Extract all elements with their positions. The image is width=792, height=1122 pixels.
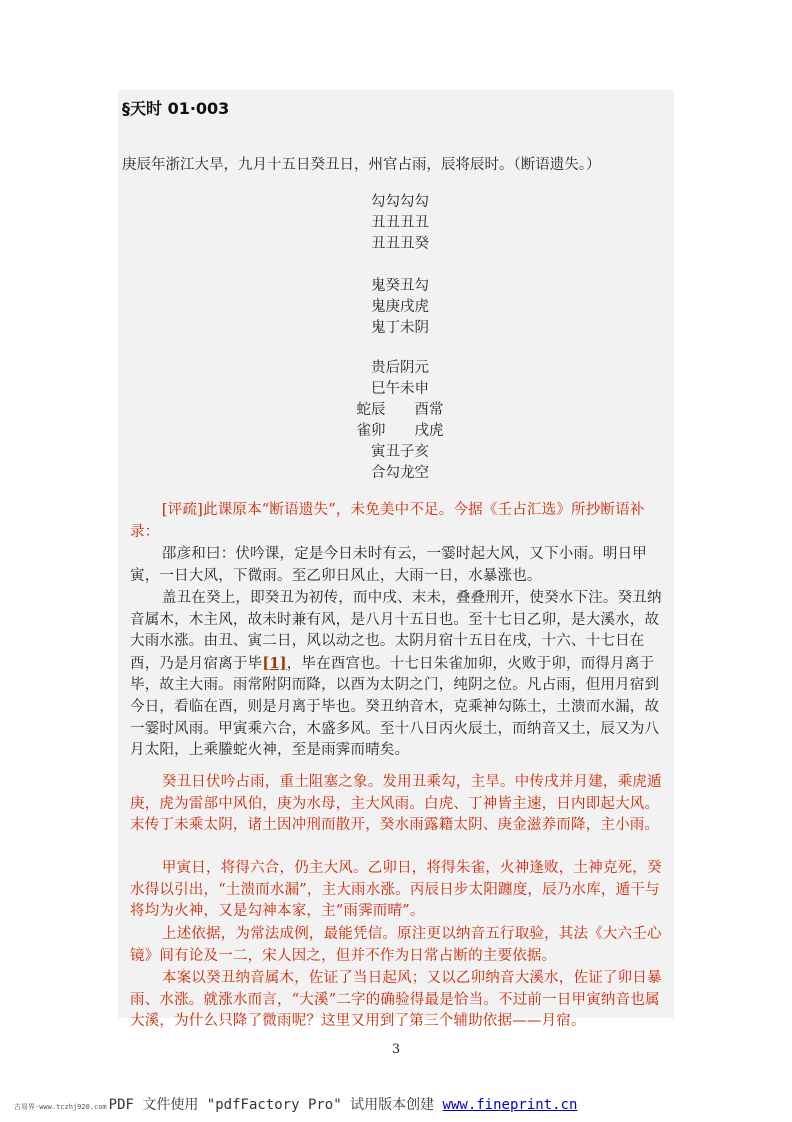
shao-quote-paragraph-2	[130, 588, 668, 762]
shao-quote-part-a: 盖丑在癸上，即癸丑为初传，而中戌、末未，叠叠刑开，使癸水下注。癸丑纳音属木，木主风，故未时兼有风，是八月十五日也。至十七日乙卯，是大溪水，故大雨水涨。由丑、寅二日，风以动之也。太阴月宿十五日在戌，十六、十七日在酉，乃是月宿离于毕	[130, 590, 662, 672]
footnote-link[interactable]: [1]	[262, 654, 287, 672]
chart-row: 丑丑丑癸	[371, 236, 429, 252]
footer-text: PDF 文件使用 "pdfFactory Pro" 试用版本创建	[108, 1097, 443, 1113]
chart-row: 合勾龙空	[371, 465, 429, 481]
chart-row: 蛇辰 酉常	[356, 402, 444, 418]
section-heading: §天时 01·003	[122, 99, 230, 118]
chart-row: 雀卯 戌虎	[356, 423, 444, 439]
three-transmissions-chart	[300, 276, 500, 339]
chart-row: 寅丑子亥	[371, 444, 429, 460]
chart-row: 贵后阴元	[371, 360, 429, 376]
commentary-intro: [评疏]此课原本“断语遗失”，未免美中不足。今据《壬占汇选》所抄断语补录：	[130, 502, 645, 540]
shao-quote-part-b: ，毕在酉宫也。十七日朱雀加卯，火败于卯，而得月离于毕，故主大雨。雨常附阴而降，以酉为太阴之门，纯阴之位。凡占雨，但用月宿到今日，看临在酉，则是月离于毕也。癸丑纳音木，克乘神勾陈土，土溃而水漏，故一霎时风雨。甲寅乘六合，木盛多风。至十八日丙火辰土，而纳音又土，辰又为八月太阳，上乘螣蛇火神，至是雨霁而晴矣。	[130, 655, 660, 759]
chart-row: 巳午未申	[371, 381, 429, 397]
commentary-paragraph-4: 本案以癸丑纳音属木，佐证了当日起风；又以乙卯纳音大溪水，佐证了卯日暴雨、水涨。就涨水而言，“大溪”二字的确验得最是恰当。不过前一日甲寅纳音也属大溪，为什么只降了微雨呢？这里又用到了第三个辅助依据——月宿。	[130, 970, 662, 1030]
heaven-plate-chart	[300, 358, 500, 484]
four-lessons-chart	[300, 192, 500, 255]
chart-row: 丑丑丑丑	[371, 215, 429, 231]
chart-row: 鬼庚戌虎	[371, 299, 429, 315]
shao-quote-paragraph-1: 邵彦和曰：伏吟课，定是今日未时有云，一霎时起大风，又下小雨。明日甲寅，一日大风，下微雨。至乙卯日风止，大雨一日，水暴涨也。	[130, 546, 647, 584]
pdf-footer	[14, 1094, 577, 1114]
chart-row: 勾勾勾勾	[371, 194, 429, 210]
commentary-paragraph-1: 癸丑日伏吟占雨，重土阻塞之象。发用丑乘勾，主旱。中传戌并月建，乘虎遁庚，虎为雷部中风伯，庚为水母，主大风雨。白虎、丁神皆主速，日内即起大风。末传丁未乘太阴，诸土因冲刑而散开，癸水雨露籍太阴、庚金滋养而降，主小雨。	[130, 774, 662, 834]
fineprint-link[interactable]: www.fineprint.cn	[442, 1097, 578, 1113]
site-logo-text: 古易界·www.tczhj920.com	[14, 1103, 107, 1111]
commentary-paragraph-3: 上述依据，为常法成例，最能凭信。原注更以纳音五行取验，其法《大六壬心镜》间有论及一二，宋人因之，但并不作为日常占断的主要依据。	[130, 926, 662, 964]
chart-row: 鬼丁未阴	[371, 320, 429, 336]
chart-row: 鬼癸丑勾	[371, 278, 429, 294]
commentary-paragraph-2: 甲寅日，将得六合，仍主大风。乙卯日，将得朱雀，火神逢败，土神克死，癸水得以引出，“土溃而水漏”，主大雨水涨。丙辰日步太阳躔度，辰乃水库，遁干与将均为火神，又是勾神本家，主“雨霁而晴”。	[130, 860, 662, 920]
page-number: 3	[391, 1042, 401, 1057]
case-intro: 庚辰年浙江大旱，九月十五日癸丑日，州官占雨，辰将辰时。（断语遗失。）	[122, 157, 601, 173]
